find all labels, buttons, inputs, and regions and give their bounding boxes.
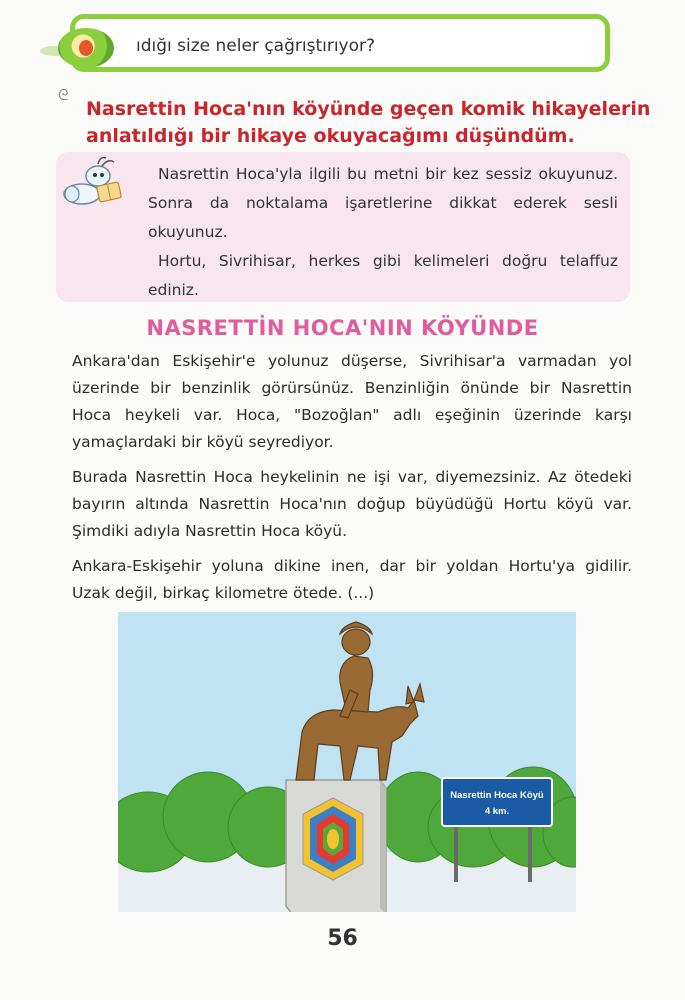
reading-bug-icon [58, 154, 128, 214]
instruction-paragraph-1: Nasrettin Hoca'yla ilgili bu metni bir kez sessiz okuyunuz. Sonra da noktalama işaretlerine dikkat ederek sesli okuyunuz. [148, 165, 618, 241]
story-title: NASRETTİN HOCA'NIN KÖYÜNDE [146, 316, 539, 340]
instruction-text [148, 160, 618, 305]
handwritten-answer [86, 96, 651, 150]
sign-line-1: Nasrettin Hoca Köyü [450, 790, 544, 801]
instruction-paragraph-2: Hortu, Sivrihisar, herkes gibi kelimeleri doğru telaffuz ediniz. [148, 252, 618, 299]
story-paragraph-1: Ankara'dan Eskişehir'e yolunuz düşerse, Sivrihisar'a varmadan yol üzerinde bir benzinlik görürsünüz. Benzinliğin önünde bir Nasrettin Hoca heykeli var. Hoca, "Bozoğlan" adlı eşeğinin üzerinde karşı yamaçlardaki bir köyü seyrediyor. [72, 352, 632, 451]
banner-badge-icon [58, 28, 114, 68]
story-body [72, 348, 632, 615]
answer-line-1: Nasrettin Hoca'nın köyünde geçen komik hikayelerin [86, 98, 651, 120]
quote-mark-icon: ᘓ [58, 86, 69, 104]
sign-line-2: 4 km. [484, 806, 510, 817]
page-number: 56 [327, 926, 358, 951]
answer-line-2: anlatıldığı bir hikaye okuyacağımı düşündüm. [86, 125, 575, 147]
statue-illustration [118, 612, 576, 912]
pedestal-motif [303, 798, 363, 880]
story-paragraph-2: Burada Nasrettin Hoca heykelinin ne işi var, diyemezsiniz. Az ötedeki bayırın altında Nasrettin Hoca'nın doğup büyüdüğü Hortu köyü var. Şimdiki adıyla Nasrettin Hoca köyü. [72, 468, 632, 540]
question-text: ıdığı size neler çağrıştırıyor? [136, 36, 376, 56]
story-paragraph-3: Ankara-Eskişehir yoluna dikine inen, dar bir yoldan Hortu'ya gidilir. Uzak değil, birkaç kilometre ötede. (...) [72, 557, 632, 602]
